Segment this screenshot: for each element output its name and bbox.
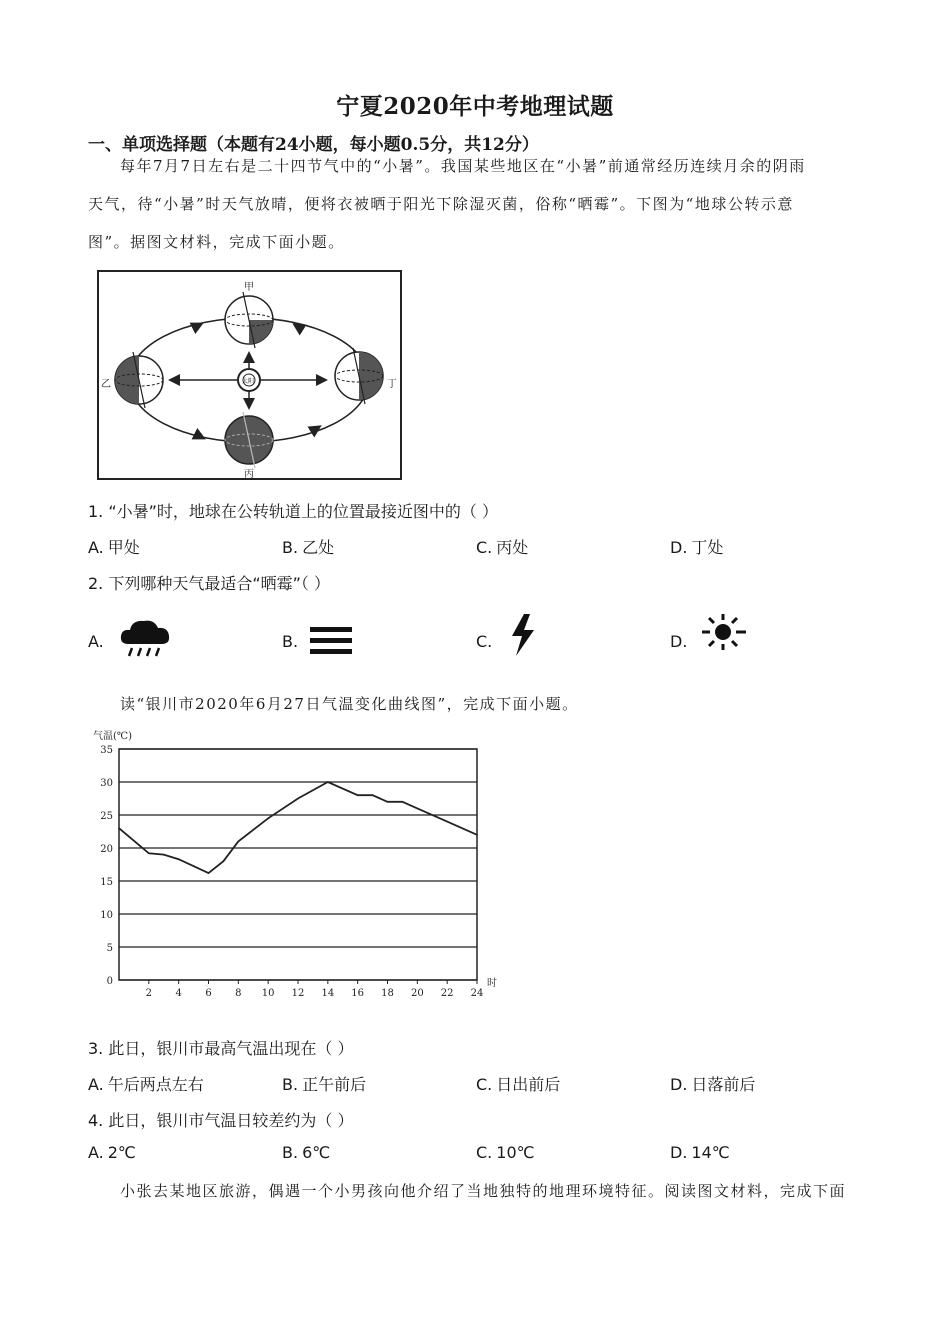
section-heading: 一、单项选择题（本题有24小题，每小题0.5分，共12分） — [88, 135, 539, 155]
q2-stem: 2. 下列哪种天气最适合“晒霉”（ ） — [88, 574, 331, 593]
label-ding: 丁 — [387, 379, 397, 390]
y-tick-label: 10 — [100, 910, 113, 921]
label-jia: 甲 — [244, 282, 254, 293]
x-axis-label: 时 — [487, 978, 497, 989]
q4-stem: 4. 此日，银川市气温日较差约为（ ） — [88, 1111, 354, 1130]
x-tick-label: 18 — [381, 988, 394, 999]
x-tick-label: 14 — [321, 988, 335, 999]
q4-option-a[interactable]: A. 2℃ — [88, 1143, 136, 1162]
q4-option-c[interactable]: C. 10℃ — [476, 1143, 535, 1162]
page-title: 宁夏2020年中考地理试题 — [336, 93, 614, 120]
label-yi: 乙 — [101, 379, 111, 390]
intro1-line3: 图”。据图文材料，完成下面小题。 — [88, 233, 345, 251]
x-tick-label: 8 — [235, 988, 242, 999]
temperature-data-point — [208, 872, 210, 874]
sun-icon — [698, 612, 752, 656]
label-sun: 太阳 — [242, 378, 255, 385]
x-tick-label: 2 — [145, 988, 153, 999]
q1-option-d[interactable]: D. 丁处 — [670, 538, 724, 557]
y-axis-label: 气温(℃) — [93, 731, 132, 742]
q4-option-d[interactable]: D. 14℃ — [670, 1143, 730, 1162]
q1-stem: 1. “小暑”时，地球在公转轨道上的位置最接近图中的（ ） — [88, 502, 499, 521]
q1-option-c[interactable]: C. 丙处 — [476, 538, 529, 557]
x-tick-label: 12 — [291, 988, 305, 999]
earth-jia-icon — [225, 292, 273, 348]
y-tick-label: 5 — [106, 943, 113, 954]
temperature-data-point — [297, 798, 299, 800]
y-tick-label: 15 — [100, 877, 113, 888]
temperature-chart — [85, 725, 515, 1004]
temperature-data-point — [372, 794, 374, 796]
q3-option-c[interactable]: C. 日出前后 — [476, 1075, 561, 1094]
y-tick-label: 30 — [100, 778, 113, 789]
temperature-data-point — [148, 852, 150, 854]
temperature-data-point — [446, 821, 448, 823]
temperature-series-line — [119, 782, 477, 873]
temperature-data-point — [223, 860, 225, 862]
x-tick-label: 24 — [470, 988, 484, 999]
earth-bing-icon — [225, 412, 273, 468]
x-tick-label: 4 — [175, 988, 182, 999]
intro3: 小张去某地区旅游，偶遇一个小男孩向他介绍了当地独特的地理环境特征。阅读图文材料，完成下面 — [120, 1182, 847, 1200]
y-tick-label: 20 — [100, 844, 113, 855]
q3-option-d[interactable]: D. 日落前后 — [670, 1075, 756, 1094]
rain-cloud-icon — [118, 612, 173, 662]
intro1-line2: 天气，待“小暑”时天气放晴，便将衣被晒于阳光下除湿灭菌，俗称“晒霉”。下图为“地球公转示意 — [88, 195, 794, 213]
temperature-data-point — [357, 794, 359, 796]
y-tick-label: 35 — [100, 745, 113, 756]
temperature-data-point — [178, 858, 180, 860]
earth-yi-icon — [115, 352, 163, 408]
x-tick-label: 6 — [205, 988, 212, 999]
x-tick-label: 16 — [351, 988, 365, 999]
temperature-data-point — [327, 781, 329, 783]
temperature-data-point — [402, 801, 404, 803]
temperature-data-point — [238, 841, 240, 843]
earth-ding-icon — [335, 348, 383, 404]
x-tick-label: 22 — [440, 988, 454, 999]
temperature-data-point — [417, 808, 419, 810]
temperature-data-point — [387, 801, 389, 803]
intro1-line1: 每年7月7日左右是二十四节气中的“小暑”。我国某些地区在“小暑”前通常经历连续月余的阴雨 — [120, 157, 806, 175]
x-tick-label: 10 — [261, 988, 275, 999]
q3-option-b[interactable]: B. 正午前后 — [282, 1075, 367, 1094]
x-tick-label: 20 — [410, 988, 424, 999]
q4-option-b[interactable]: B. 6℃ — [282, 1143, 331, 1162]
q1-option-a[interactable]: A. 甲处 — [88, 538, 140, 557]
temperature-chart-svg — [85, 725, 515, 1000]
q3-stem: 3. 此日，银川市最高气温出现在（ ） — [88, 1039, 354, 1058]
temperature-data-point — [163, 854, 165, 856]
plot-frame — [119, 749, 477, 980]
q3-option-a[interactable]: A. 午后两点左右 — [88, 1075, 204, 1094]
q1-option-b[interactable]: B. 乙处 — [282, 538, 335, 557]
y-tick-label: 25 — [100, 811, 113, 822]
fog-icon — [310, 624, 354, 658]
y-tick-label: 0 — [106, 976, 113, 987]
orbit-figure — [97, 270, 402, 480]
temperature-data-point — [476, 834, 478, 836]
label-bing: 丙 — [244, 469, 254, 480]
temperature-data-point — [118, 827, 120, 829]
intro2: 读“银川市2020年6月27日气温变化曲线图”，完成下面小题。 — [120, 695, 579, 713]
temperature-data-point — [267, 818, 269, 820]
lightning-icon — [506, 612, 542, 658]
